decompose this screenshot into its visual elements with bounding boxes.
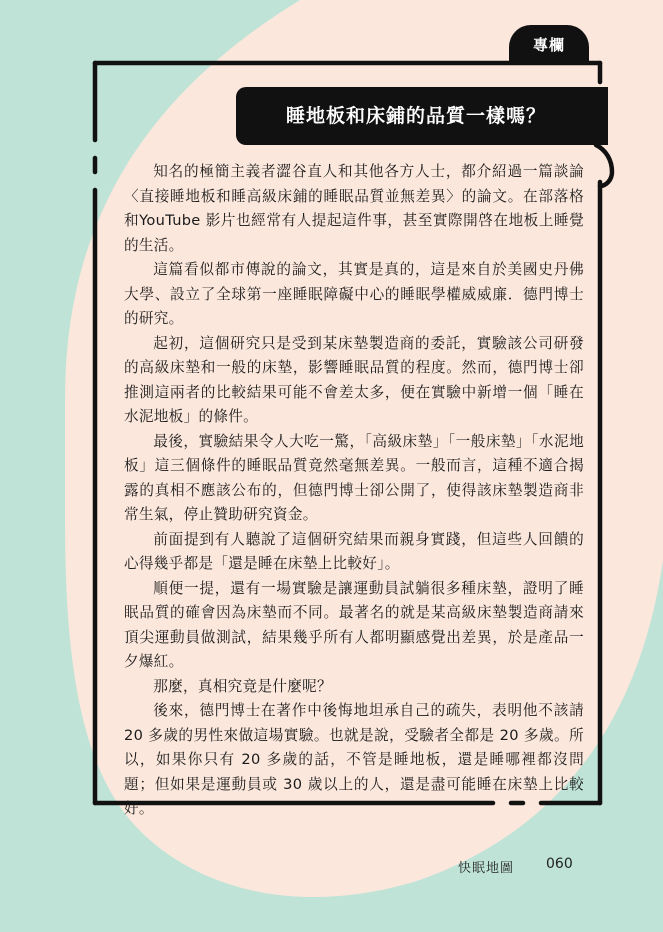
paragraph: 最後，實驗結果令人大吃一驚，「高級床墊」「一般床墊」「水泥地板」這三個條件的睡眠品質竟然毫無差異。一般而言，這種不適合揭露的真相不應該公布的，但德門博士卻公開了，使得該床墊製造商非常生氣，停止贊助研究資金。: [124, 432, 584, 523]
paragraph: 那麼，真相究竟是什麼呢？: [153, 677, 332, 695]
section-tab: 專欄: [509, 25, 589, 65]
paragraph: 順便一提，還有一場實驗是讓運動員試躺很多種床墊，證明了睡眠品質的確會因為床墊而不同。最著名的就是某高級床墊製造商請來頂尖運動員做測試，結果幾乎所有人都明顯感覺出差異，於是產品一夕爆紅。: [124, 579, 584, 670]
paragraph: 這篇看似都市傳說的論文，其實是真的，這是來自於美國史丹佛大學、設立了全球第一座睡眠障礙中心的睡眠學權威威廉．德門博士的研究。: [124, 261, 584, 327]
article-title: 睡地板和床鋪的品質一樣嗎？: [236, 87, 608, 145]
paragraph: 知名的極簡主義者澀谷直人和其他各方人士，都介紹過一篇談論〈直接睡地板和睡高級床鋪的睡眠品質並無差異〉的論文。在部落格和YouTube 影片也經常有人提起這件事，甚至實際開啓在地板上睡覺的生活。: [124, 163, 584, 254]
running-footer-title: 快眠地圖: [458, 861, 515, 876]
page-number: 060: [546, 856, 573, 872]
paragraph: 起初，這個研究只是受到某床墊製造商的委託，實驗該公司研發的高級床墊和一般的床墊，影響睡眠品質的程度。然而，德門博士卻推測這兩者的比較結果可能不會差太多，便在實驗中新增一個「睡在水泥地板」的條件。: [124, 334, 584, 425]
paragraph: 前面提到有人聽說了這個研究結果而親身實踐，但這些人回饋的心得幾乎都是「還是睡在床墊上比較好」。: [124, 530, 584, 572]
paragraph: 後來，德門博士在著作中後悔地坦承自己的疏失，表明他不該請20 多歲的男性來做這場實驗。也就是說，受驗者全都是 20 多歲。所以，如果你只有 20 多歲的話，不管是睡地板，還是睡哪裡都沒問題；但如果是運動員或 30 歲以上的人，還是盡可能睡在床墊上比較好。: [124, 702, 584, 817]
article-body: [124, 160, 584, 822]
